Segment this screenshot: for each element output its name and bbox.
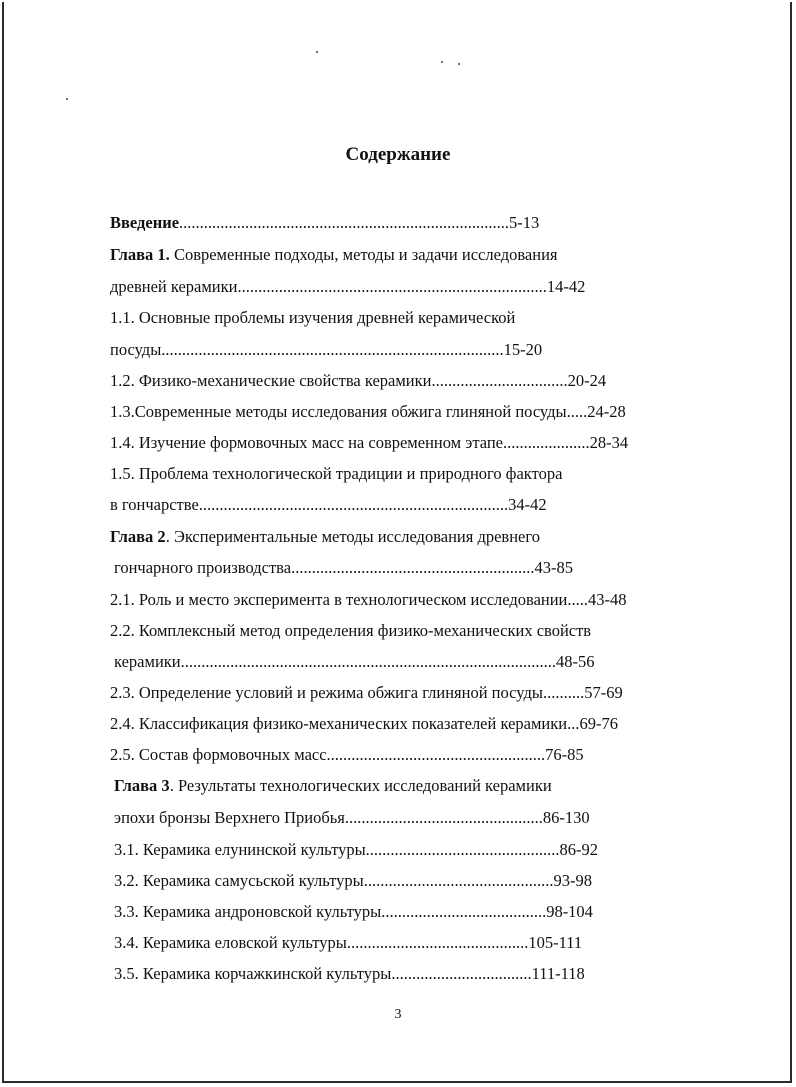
toc-text: 1.2. Физико-механические свойства керамики — [110, 371, 432, 390]
toc-entry-1-3 — [110, 402, 626, 422]
toc-dots: .............................................. — [363, 871, 554, 890]
toc-dots: ................................................ — [344, 808, 543, 827]
toc-entry-2-2 — [110, 621, 591, 641]
toc-text: 2.4. Классификация физико-механических показателей керамики — [110, 714, 568, 733]
toc-pages: 5-13 — [509, 213, 540, 232]
toc-pages: 15-20 — [503, 340, 543, 359]
toc-entry-1-1 — [110, 308, 515, 328]
toc-entry-3-4 — [114, 933, 582, 953]
toc-pages: 20-24 — [567, 371, 607, 390]
toc-pages: 48-56 — [556, 652, 595, 671]
toc-label: Введение — [110, 213, 180, 232]
toc-pages: 105-111 — [528, 933, 583, 952]
toc-dots: ........................................ — [381, 902, 547, 921]
toc-entry-1-1-cont — [110, 340, 542, 360]
toc-entry-2-1 — [110, 590, 627, 610]
toc-text: 2.3. Определение условий и режима обжига глиняной посуды — [110, 683, 543, 702]
toc-pages: 98-104 — [546, 902, 593, 921]
toc-dots: ..................................................... — [326, 745, 546, 764]
toc-pages: 43-48 — [588, 590, 627, 609]
toc-pages: 43-85 — [534, 558, 573, 577]
toc-pages: 86-92 — [559, 840, 599, 859]
toc-dots: ................................................................................ — [179, 213, 510, 232]
toc-label: Глава 2 — [110, 527, 166, 546]
toc-text: 1.3.Современные методы исследования обжига глиняной посуды — [110, 402, 567, 421]
scan-speck — [66, 98, 68, 100]
toc-dots: ........................................................................... — [237, 277, 547, 296]
toc-entry-chapter-2-cont — [114, 558, 573, 578]
toc-text: 3.1. Керамика елунинской культуры — [114, 840, 366, 859]
toc-entry-1-5-cont — [110, 495, 547, 515]
toc-text: 1.4. Изучение формовочных масс на современном этапе — [110, 433, 503, 452]
toc-text: 3.3. Керамика андроновской культуры — [114, 902, 382, 921]
toc-entry-chapter-2 — [110, 527, 540, 547]
toc-pages: 111-118 — [531, 964, 585, 983]
toc-dots: ..... — [567, 590, 589, 609]
toc-entry-1-2 — [110, 371, 606, 391]
toc-text: посуды — [110, 340, 162, 359]
scan-speck — [441, 61, 443, 63]
toc-dots: ........................................................................................... — [180, 652, 556, 671]
toc-dots: .................................. — [391, 964, 532, 983]
toc-text: 2.5. Состав формовочных масс — [110, 745, 327, 764]
scan-speck — [458, 63, 460, 65]
toc-entry-3-3 — [114, 902, 593, 922]
toc-entry-3-1 — [114, 840, 598, 860]
toc-entry-3-5 — [114, 964, 585, 984]
toc-text: 2.2. Комплексный метод определения физико-механических свойств — [110, 621, 592, 640]
page-number: 3 — [394, 1007, 402, 1022]
toc-entry-2-3 — [110, 683, 623, 703]
toc-entry-intro — [110, 213, 539, 233]
toc-entry-3-2 — [114, 871, 592, 891]
toc-text: 3.4. Керамика еловской культуры — [114, 933, 347, 952]
toc-label: Глава 3 — [114, 776, 170, 795]
toc-text: керамики — [114, 652, 181, 671]
toc-text: в гончарстве — [110, 495, 199, 514]
toc-text: гончарного производства — [114, 558, 292, 577]
toc-text: древней керамики — [110, 277, 238, 296]
toc-dots: ..... — [566, 402, 588, 421]
page-title: Содержание — [345, 144, 451, 165]
toc-entry-chapter-3-cont — [114, 808, 590, 828]
scan-speck — [316, 51, 318, 53]
toc-dots: ................................. — [431, 371, 568, 390]
toc-entry-1-4 — [110, 433, 628, 453]
toc-pages: 93-98 — [553, 871, 592, 890]
toc-dots: ........................................................................... — [198, 495, 509, 514]
toc-dots: ............................................... — [365, 840, 560, 859]
toc-dots: ............................................ — [346, 933, 529, 952]
toc-text: Современные подходы, методы и задачи исследования — [169, 245, 558, 264]
toc-dots: .......... — [542, 683, 585, 702]
toc-dots: ................................................................................... — [161, 340, 504, 359]
toc-text: . Результаты технологических исследований керамики — [169, 776, 552, 795]
toc-pages: 28-34 — [589, 433, 629, 452]
toc-pages: 24-28 — [587, 402, 626, 421]
toc-dots: ... — [567, 714, 580, 733]
toc-dots: ........................................................... — [291, 558, 535, 577]
toc-entry-2-5 — [110, 745, 584, 765]
toc-text: 3.5. Керамика корчажкинской культуры — [114, 964, 392, 983]
toc-entry-2-4 — [110, 714, 618, 734]
toc-text: 3.2. Керамика самусьской культуры — [114, 871, 364, 890]
toc-pages: 69-76 — [579, 714, 618, 733]
toc-entry-2-2-cont — [114, 652, 595, 672]
toc-dots: ..................... — [503, 433, 590, 452]
toc-pages: 57-69 — [584, 683, 623, 702]
toc-pages: 76-85 — [545, 745, 584, 764]
toc-text: . Экспериментальные методы исследования древнего — [165, 527, 540, 546]
toc-text: эпохи бронзы Верхнего Приобья — [114, 808, 345, 827]
toc-pages: 34-42 — [508, 495, 547, 514]
toc-entry-1-5 — [110, 464, 562, 484]
toc-pages: 14-42 — [546, 277, 586, 296]
toc-entry-chapter-3 — [114, 776, 552, 796]
toc-text: 2.1. Роль и место эксперимента в технологическом исследовании — [110, 590, 568, 609]
toc-entry-chapter-1-cont — [110, 277, 585, 297]
toc-text: 1.5. Проблема технологической традиции и природного фактора — [110, 464, 563, 483]
toc-pages: 86-130 — [542, 808, 590, 827]
toc-entry-chapter-1 — [110, 245, 558, 265]
toc-label: Глава 1. — [110, 245, 170, 264]
toc-text: 1.1. Основные проблемы изучения древней керамической — [110, 308, 516, 327]
